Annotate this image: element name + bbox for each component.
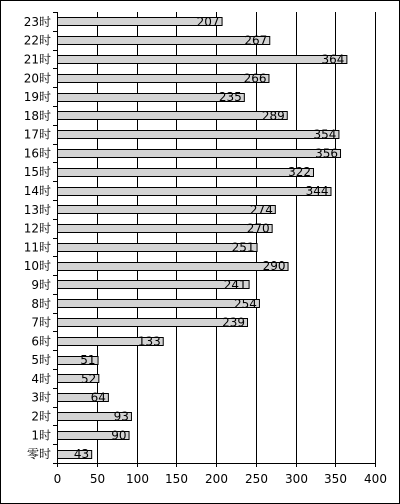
- x-tick-label: 400: [364, 472, 387, 486]
- y-tick-label: 15时: [23, 165, 51, 180]
- value-label: 364: [321, 52, 345, 67]
- value-label: 344: [305, 184, 329, 199]
- y-tick-label: 14时: [23, 184, 51, 199]
- bar: [58, 281, 250, 289]
- value-label: 241: [223, 277, 247, 292]
- y-tick-label: 11时: [23, 240, 51, 255]
- y-tick-label: 4时: [31, 371, 51, 386]
- x-tick-label: 300: [285, 472, 308, 486]
- value-label: 239: [222, 315, 246, 330]
- value-label: 270: [246, 221, 270, 236]
- bar: [58, 169, 314, 177]
- y-tick-label: 17时: [23, 127, 51, 142]
- x-tick-label: 250: [245, 472, 268, 486]
- y-tick-label: 16时: [23, 146, 51, 161]
- bar: [58, 56, 347, 64]
- value-label: 52: [81, 371, 97, 386]
- value-label: 51: [80, 353, 96, 368]
- bar: [58, 263, 289, 271]
- y-tick-label: 23时: [23, 14, 51, 29]
- bar: [58, 37, 270, 45]
- x-tick-label: 150: [165, 472, 188, 486]
- value-label: 133: [137, 334, 161, 349]
- y-tick-label: 零时: [26, 447, 51, 462]
- bar: [58, 150, 341, 158]
- bar: [58, 225, 273, 233]
- bar: [58, 300, 260, 308]
- y-tick-label: 6时: [31, 334, 51, 349]
- y-tick-label: 3时: [31, 390, 51, 405]
- bar: [58, 131, 339, 139]
- y-tick-label: 10时: [23, 259, 51, 274]
- value-label: 235: [218, 90, 242, 105]
- bar: [58, 206, 276, 214]
- y-tick-label: 21时: [23, 52, 51, 67]
- value-label: 254: [234, 296, 257, 311]
- value-label: 267: [244, 33, 268, 48]
- y-tick-label: 2时: [31, 409, 51, 424]
- value-label: 322: [288, 165, 311, 180]
- value-label: 43: [73, 447, 90, 462]
- x-tick-label: 0: [53, 472, 62, 486]
- bar: [58, 319, 248, 327]
- bar: [58, 188, 331, 196]
- x-tick-label: 50: [89, 472, 106, 486]
- y-tick-label: 18时: [23, 108, 51, 123]
- y-tick-label: 7时: [31, 315, 51, 330]
- value-label: 274: [249, 202, 273, 217]
- value-label: 207: [196, 14, 220, 29]
- value-label: 93: [113, 409, 129, 424]
- y-tick-label: 8时: [31, 296, 51, 311]
- y-tick-label: 12时: [23, 221, 51, 236]
- x-tick-label: 200: [205, 472, 228, 486]
- value-label: 290: [262, 259, 286, 274]
- bar: [58, 94, 245, 102]
- y-tick-label: 1时: [31, 428, 51, 443]
- value-label: 64: [90, 390, 106, 405]
- y-tick-label: 13时: [23, 202, 51, 217]
- value-label: 90: [111, 428, 127, 443]
- x-tick-label: 350: [324, 472, 347, 486]
- x-tick-label: 100: [126, 472, 149, 486]
- value-label: 289: [261, 108, 285, 123]
- bar: [58, 112, 288, 120]
- y-tick-label: 5时: [31, 353, 51, 368]
- y-tick-label: 22时: [23, 33, 51, 48]
- value-label: 251: [231, 240, 255, 255]
- y-tick-label: 9时: [31, 277, 51, 292]
- bar: [58, 75, 269, 83]
- y-tick-label: 19时: [23, 90, 51, 105]
- bar: [58, 244, 258, 252]
- value-label: 354: [313, 127, 337, 142]
- value-label: 356: [315, 146, 339, 161]
- value-label: 266: [243, 71, 267, 86]
- y-tick-label: 20时: [23, 71, 51, 86]
